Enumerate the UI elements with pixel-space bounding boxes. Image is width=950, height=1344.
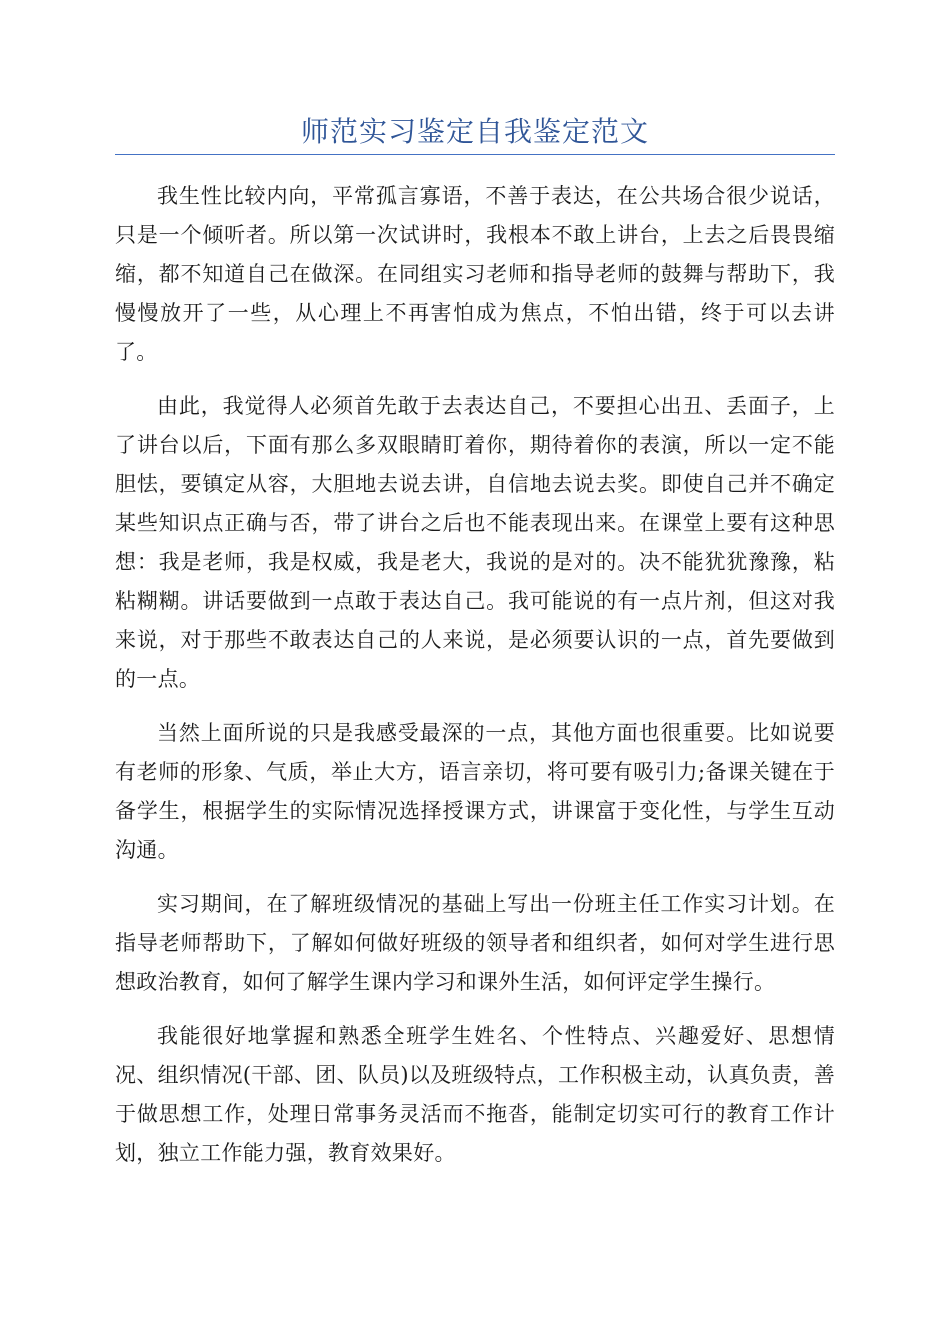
- paragraph-5: 我能很好地掌握和熟悉全班学生姓名、个性特点、兴趣爱好、思想情况、组织情况(干部、团、队员)以及班级特点，工作积极主动，认真负责，善于做思想工作，处理日常事务灵活而不拖沓，能制定切实可行的教育工作计划，独立工作能力强，教育效果好。: [115, 1024, 835, 1165]
- paragraph-2: 由此，我觉得人必须首先敢于去表达自己，不要担心出丑、丢面子，上了讲台以后，下面有那么多双眼睛盯着你，期待着你的表演，所以一定不能胆怯，要镇定从容，大胆地去说去讲，自信地去说去奖。即使自己并不确定某些知识点正确与否，带了讲台之后也不能表现出来。在课堂上要有这种思想：我是老师，我是权威，我是老大，我说的是对的。决不能犹犹豫豫，粘粘糊糊。讲话要做到一点敢于表达自己。我可能说的有一点片剂，但这对我来说，对于那些不敢表达自己的人来说，是必须要认识的一点，首先要做到的一点。: [115, 394, 835, 691]
- document-title: 师范实习鉴定自我鉴定范文: [300, 115, 649, 148]
- paragraph-3: 当然上面所说的只是我感受最深的一点，其他方面也很重要。比如说要有老师的形象、气质，举止大方，语言亲切，将可要有吸引力;备课关键在于备学生，根据学生的实际情况选择授课方式，讲课富于变化性，与学生互动沟通。: [115, 721, 835, 862]
- paragraph-4: 实习期间，在了解班级情况的基础上写出一份班主任工作实习计划。在指导老师帮助下，了解如何做好班级的领导者和组织者，如何对学生进行思想政治教育，如何了解学生课内学习和课外生活，如何评定学生操行。: [115, 892, 835, 994]
- document-body: [115, 177, 835, 1173]
- paragraph-1: 我生性比较内向，平常孤言寡语，不善于表达，在公共场合很少说话，只是一个倾听者。所以第一次试讲时，我根本不敢上讲台，上去之后畏畏缩缩，都不知道自己在做深。在同组实习老师和指导老师的鼓舞与帮助下，我慢慢放开了一些，从心理上不再害怕成为焦点，不怕出错，终于可以去讲了。: [115, 184, 835, 364]
- title-underline: [115, 154, 835, 155]
